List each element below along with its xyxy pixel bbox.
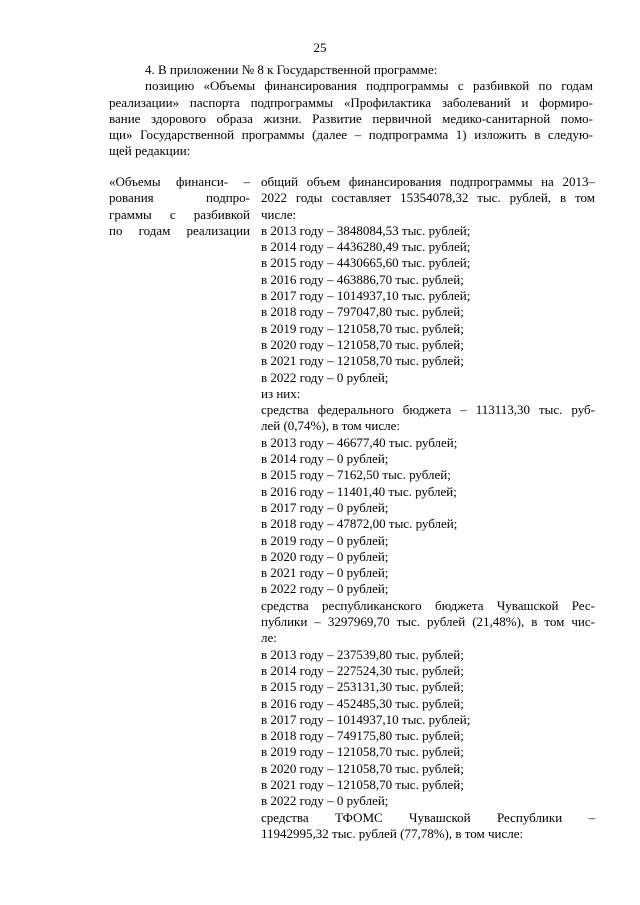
year-amount-line: в 2019 году – 121058,70 тыс. рублей; [261,320,464,336]
year-amount-line: в 2020 году – 121058,70 тыс. рублей; [261,760,464,776]
republic-line: ле: [261,630,277,646]
tfoms-line: 11942995,32 тыс. рублей (77,78%), в том числе: [261,825,524,841]
year-amount-line: в 2015 году – 4430665,60 тыс. рублей; [261,255,471,271]
year-amount-line: в 2016 году – 463886,70 тыс. рублей; [261,271,464,287]
year-amount-line: в 2013 году – 237539,80 тыс. рублей; [261,646,464,662]
year-amount-line: в 2019 году – 121058,70 тыс. рублей; [261,744,464,760]
label-line: «Объемы финанси- – [109,174,250,189]
year-amount-line: в 2013 году – 46677,40 тыс. рублей; [261,434,458,450]
tfoms-line: средства ТФОМС Чувашской Республики – [261,809,595,825]
federal-line: лей (0,74%), в том числе: [261,418,400,434]
year-amount-line: в 2021 году – 121058,70 тыс. рублей; [261,353,464,369]
federal-years-list [261,435,595,598]
label-line: граммы с разбивкой [109,206,250,222]
year-amount-line: в 2018 году – 797047,80 тыс. рублей; [261,304,464,320]
total-line: общий объем финансирования подпрограммы на 2013– [261,174,595,189]
right-value-cell [261,174,595,842]
page-number: 25 [313,40,327,55]
label-line: по годам реализации [109,222,250,238]
year-amount-line: в 2014 году – 0 рублей; [261,451,389,467]
republic-years-list [261,647,595,810]
year-amount-line: в 2022 году – 0 рублей; [261,581,389,597]
left-label-cell [109,174,250,239]
total-line: 2022 годы составляет 15354078,32 тыс. рублей, в том [261,190,595,206]
label-line: рования подпро- [109,190,250,206]
year-amount-line: в 2018 году – 749175,80 тыс. рублей; [261,728,464,744]
intro-line: вание здорового образа жизни. Развитие первичной медико-санитарной помо- [109,110,593,126]
year-amount-line: в 2021 году – 0 рублей; [261,565,389,581]
year-amount-line: в 2018 году – 47872,00 тыс. рублей; [261,516,458,532]
intro-line: позицию «Объемы финансирования подпрограммы с разбивкой по годам [145,78,593,94]
year-amount-line: в 2020 году – 0 рублей; [261,548,389,564]
year-amount-line: в 2019 году – 0 рублей; [261,532,389,548]
year-amount-line: в 2016 году – 452485,30 тыс. рублей; [261,695,464,711]
year-amount-line: в 2015 году – 253131,30 тыс. рублей; [261,679,464,695]
republic-line: средства республиканского бюджета Чувашской Рес- [261,597,595,613]
intro-line: 4. В приложении № 8 к Государственной программе: [145,62,438,77]
total-years-list [261,223,595,386]
republic-line: публики – 3297969,70 тыс. рублей (21,48%), в том чис- [261,614,595,630]
year-amount-line: в 2022 году – 0 рублей; [261,793,389,809]
year-amount-line: в 2016 году – 11401,40 тыс. рублей; [261,483,457,499]
year-amount-line: в 2022 году – 0 рублей; [261,369,389,385]
year-amount-line: в 2013 году – 3848084,53 тыс. рублей; [261,222,471,238]
of-which-label: из них: [261,385,301,401]
year-amount-line: в 2015 году – 7162,50 тыс. рублей; [261,467,451,483]
intro-line: реализации» паспорта подпрограммы «Профилактика заболеваний и формиро- [109,94,593,110]
federal-line: средства федерального бюджета – 113113,30 тыс. руб- [261,402,595,418]
year-amount-line: в 2017 году – 1014937,10 тыс. рублей; [261,288,471,304]
year-amount-line: в 2014 году – 227524,30 тыс. рублей; [261,662,464,678]
intro-line: щей редакции: [109,143,191,159]
year-amount-line: в 2017 году – 0 рублей; [261,499,389,515]
year-amount-line: в 2014 году – 4436280,49 тыс. рублей; [261,239,471,255]
total-line: числе: [261,206,297,222]
intro-paragraph [109,62,593,160]
year-amount-line: в 2021 году – 121058,70 тыс. рублей; [261,776,464,792]
intro-line: щи» Государственной программы (далее – подпрограмма 1) изложить в следую- [109,127,593,143]
year-amount-line: в 2017 году – 1014937,10 тыс. рублей; [261,711,471,727]
year-amount-line: в 2020 году – 121058,70 тыс. рублей; [261,336,464,352]
